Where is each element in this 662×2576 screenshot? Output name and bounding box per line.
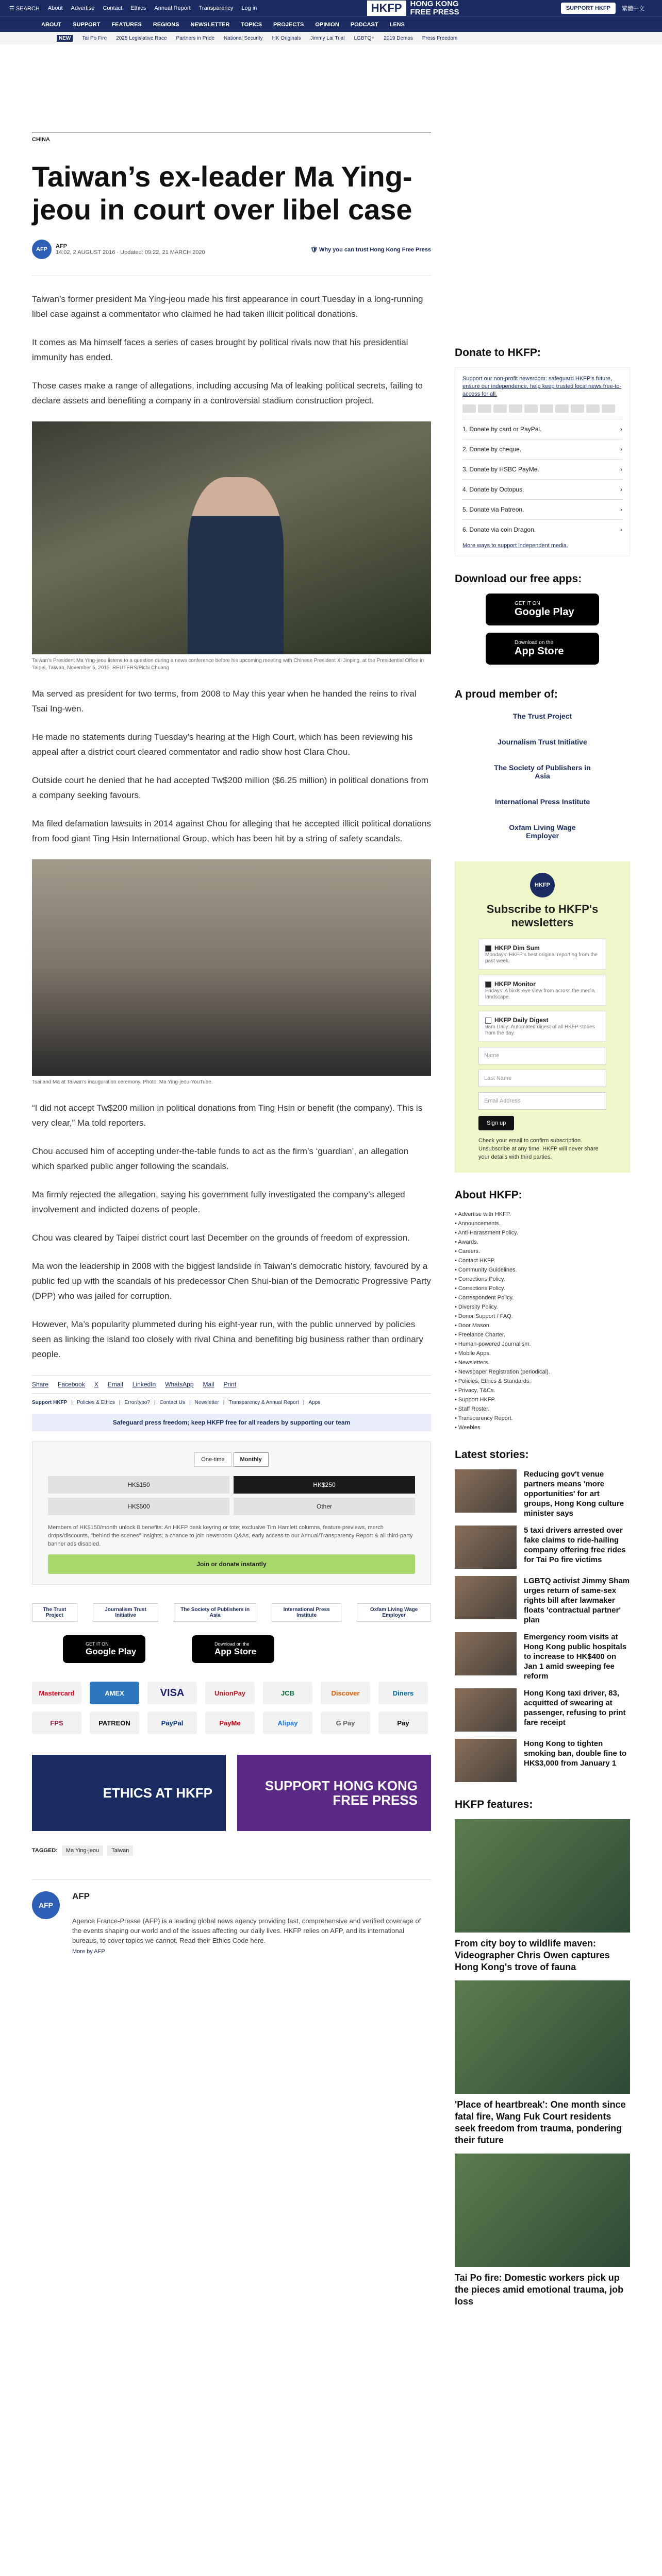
paragraph: However, Ma’s popularity plummeted during his eight-year run, with the public unnerved by policies seen as linking the island too closely with rival China and benefiting big business rather than ordinary people. [32, 1319, 423, 1359]
nav-item-topics[interactable]: TOPICS [241, 21, 262, 28]
trending-link[interactable]: 2025 Legislative Race [116, 35, 167, 41]
hkfp-logo: HKFP [530, 873, 555, 897]
contact-link[interactable]: Contact [103, 5, 123, 11]
footer-link[interactable]: Error/typo? [124, 1400, 150, 1405]
promo-banners [32, 1755, 431, 1831]
app-store-button[interactable]: Download on the App Store [192, 1635, 274, 1663]
trust-project-logo[interactable]: The Trust Project [512, 712, 572, 720]
newsletter-signup [455, 861, 630, 1173]
latest-story[interactable] [455, 1739, 630, 1782]
nav-item-regions[interactable]: REGIONS [153, 21, 179, 28]
newsletter-option-dim-sum[interactable]: HKFP Dim Sum Mondays: HKFP's best original reporting from the past week. [478, 939, 606, 970]
about-link[interactable]: • Human-powered Journalism. [455, 1340, 630, 1349]
about-link[interactable]: • Policies, Ethics & Standards. [455, 1377, 630, 1386]
feature-headline[interactable]: Tai Po fire: Domestic workers pick up the pieces amid emotional trauma, job loss [455, 2273, 624, 2307]
byline [32, 240, 431, 259]
visa-logo: VISA [147, 1682, 197, 1704]
trending-link[interactable]: LGBTQ+ [354, 35, 375, 41]
about-link[interactable]: About [47, 5, 63, 11]
trust-project-logo[interactable]: The Trust Project [32, 1603, 77, 1622]
tag[interactable]: Ma Ying-jeou [62, 1845, 103, 1856]
support-video-banner[interactable]: SUPPORT HONG KONG FREE PRESS [237, 1755, 431, 1831]
last-name-input[interactable]: Last Name [478, 1070, 606, 1087]
trending-link[interactable]: 2019 Demos [384, 35, 413, 41]
feature-image[interactable] [455, 1819, 630, 1933]
author-name[interactable]: AFP [56, 243, 67, 249]
amount-option[interactable]: HK$150 [48, 1476, 229, 1494]
oxfam-logo[interactable]: Oxfam Living Wage Employer [357, 1603, 431, 1622]
story-headline[interactable]: Emergency room visits at Hong Kong public hospitals to increase to HK$400 on Jan 1 amid sweeping fee reform [524, 1633, 627, 1681]
email-input[interactable]: Email Address [478, 1092, 606, 1110]
story-thumbnail[interactable] [455, 1632, 517, 1675]
publish-dates: 14:02, 2 AUGUST 2016 · Updated: 09:22, 21 MARCH 2020 [56, 249, 205, 256]
newsletter-option-monitor[interactable]: HKFP Monitor Fridays: A birds-eye view from across the media landscape. [478, 975, 606, 1006]
about-section [455, 1189, 630, 1432]
logo-mark: HKFP [367, 1, 406, 16]
about-link[interactable]: • Newspaper Registration (periodical). [455, 1367, 630, 1377]
about-link[interactable]: • Diversity Policy. [455, 1302, 630, 1312]
nav-item-podcast[interactable]: PODCAST [350, 21, 378, 28]
about-link[interactable]: • Corrections Policy. [455, 1275, 630, 1284]
share-facebook-button[interactable]: Facebook [58, 1381, 85, 1388]
payme-logo: PayMe [205, 1711, 255, 1734]
fps-logo: FPS [32, 1711, 81, 1734]
print-button[interactable]: Print [223, 1381, 237, 1388]
paragraph: He made no statements during Tuesday’s hearing at the High Court, which has been reviewing his appeal after a district court cleared commentator and radio show host Clara Chou. [32, 732, 413, 757]
story-headline[interactable]: Hong Kong taxi driver, 83, acquitted of swearing at passenger, refusing to print fare receipt [524, 1689, 626, 1727]
patreon-logo: PATREON [90, 1711, 139, 1734]
story-headline[interactable]: Hong Kong to tighten smoking ban, double fine to HK$3,000 from January 1 [524, 1739, 627, 1768]
story-thumbnail[interactable] [455, 1526, 517, 1569]
story-thumbnail[interactable] [455, 1739, 517, 1782]
about-link[interactable]: • Transparency Report. [455, 1414, 630, 1423]
sopa-logo[interactable]: The Society of Publishers in Asia [494, 764, 591, 780]
paragraph: Taiwan’s former president Ma Ying-jeou made his first appearance in court Tuesday in a long-running libel case against a commentator who claimed he had taken illicit political donations. [32, 294, 423, 319]
amount-option-selected[interactable]: HK$250 [234, 1476, 415, 1494]
donate-section [455, 347, 630, 556]
about-link[interactable]: • Advertise with HKFP. [455, 1210, 630, 1219]
about-link[interactable]: • Weebles [455, 1423, 630, 1432]
about-link[interactable]: • Awards. [455, 1238, 630, 1247]
amount-option[interactable]: HK$500 [48, 1498, 229, 1515]
trending-link[interactable]: HK Originals [272, 35, 301, 41]
paragraph: Ma firmly rejected the allegation, saying his government fully investigated the company’s alleged involvement and indicted dozens of people. [32, 1190, 405, 1214]
paragraph: Ma filed defamation lawsuits in 2014 against Chou for alleging that he accepted illicit political donations from food giant Ting Hsin International Group, which has been hit by a string of safety scandals. [32, 819, 431, 843]
feature-headline[interactable]: From city boy to wildlife maven: Videographer Chris Owen captures Hong Kong's trove of fauna [455, 1938, 610, 1973]
nav-item-about[interactable]: ABOUT [41, 21, 62, 28]
article-title: Taiwan’s ex-leader Ma Ying-jeou in court over libel case [32, 160, 412, 226]
about-link[interactable]: • Community Guidelines. [455, 1265, 630, 1275]
checkbox[interactable] [485, 1018, 491, 1024]
tagged-label: TAGGED: [32, 1848, 58, 1854]
about-link[interactable]: • Mobile Apps. [455, 1349, 630, 1358]
tag-list [32, 1845, 431, 1856]
card-icons [462, 404, 622, 413]
donate-option[interactable]: 3. Donate by HSBC PayMe. › [462, 459, 622, 479]
paragraph: “I did not accept Tw$200 million in political donations from Ting Hsin or benefit (the company). This is very clear,” Ma told reporters. [32, 1103, 423, 1128]
article-photo-ma [32, 421, 431, 654]
paragraph: Those cases make a range of allegations, including accusing Ma of leaking political secrets, failing to declare assets and benefiting a company in a controversial stadium construction project. [32, 381, 423, 405]
latest-story[interactable] [455, 1688, 630, 1732]
top-bar [0, 0, 662, 16]
story-headline[interactable]: Reducing gov't venue partners means 'more opportunities' for art groups, Hong Kong culture minister says [524, 1470, 624, 1518]
feature-story[interactable] [455, 1980, 630, 2146]
jcb-logo: JCB [263, 1682, 312, 1704]
main-nav [0, 16, 662, 32]
feature-headline[interactable]: 'Place of heartbreak': One month since fatal fire, Wang Fuk Court residents seek freedom from trauma, pondering their future [455, 2099, 626, 2146]
member-heading: A proud member of: [455, 688, 558, 700]
ethics-link[interactable]: Ethics [130, 5, 146, 11]
donate-option[interactable]: 5. Donate via Patreon. › [462, 499, 622, 519]
language-switch[interactable]: 繁體中文 [622, 6, 644, 12]
about-link[interactable]: • Corrections Policy. [455, 1284, 630, 1293]
nav-item-newsletter[interactable]: NEWSLETTER [190, 21, 230, 28]
author-bio: Agence France-Presse (AFP) is a leading global news agency providing fast, comprehensive and verified coverage of the events shaping our world and of the issues affecting our daily lives. HKFP relies on AFP, and its international bureaus, to cover topics we cannot. Read their Ethics Code here. [72, 1917, 421, 1944]
amount-option-other[interactable]: Other [234, 1498, 415, 1515]
member-section [455, 688, 630, 840]
trending-bar [0, 32, 662, 44]
jti-logo[interactable]: Journalism Trust Initiative [93, 1603, 159, 1622]
about-link[interactable]: • Staff Roster. [455, 1404, 630, 1414]
checkbox[interactable] [485, 945, 491, 952]
tag[interactable]: Taiwan [107, 1845, 133, 1856]
newsletter-fine-print: Check your email to confirm subscription. Unsubscribe at any time. HKFP will never share your details with third parties. [478, 1138, 599, 1161]
photo-caption: Taiwan’s President Ma Ying-jeou listens to a question during a news conference before his upcoming meeting with Chinese President Xi Jinping, at the Presidential Office in Taipei, Taiwan, November 5, 2015. REUTERS/Pichi Chuang [32, 658, 424, 671]
paypal-logo: PayPal [147, 1711, 197, 1734]
nav-item-support[interactable]: SUPPORT [73, 21, 101, 28]
footer-link[interactable]: Contact Us [159, 1400, 186, 1405]
discover-logo: Discover [321, 1682, 370, 1704]
features-section [455, 1799, 630, 2308]
donate-option[interactable]: 4. Donate by Octopus. › [462, 479, 622, 499]
share-mail-button[interactable]: Mail [203, 1381, 214, 1388]
ethics-video-banner[interactable]: ETHICS AT HKFP [32, 1755, 226, 1831]
about-link[interactable]: • Privacy, T&Cs. [455, 1386, 630, 1395]
trending-link[interactable]: Tai Po Fire [82, 35, 107, 41]
more-by-author-link[interactable]: More by AFP [72, 1948, 105, 1955]
tab-one-time[interactable]: One-time [194, 1452, 231, 1467]
app-store-buttons [32, 1635, 431, 1663]
search-link[interactable]: ☰ SEARCH [9, 5, 40, 12]
latest-story[interactable] [455, 1632, 630, 1681]
safeguard-banner[interactable]: Safeguard press freedom; keep HKFP free for all readers by supporting our team [32, 1414, 431, 1431]
checkbox[interactable] [485, 981, 491, 988]
nav-item-opinion[interactable]: OPINION [315, 21, 339, 28]
latest-story[interactable] [455, 1469, 630, 1518]
author-avatar[interactable]: AFP [32, 1891, 60, 1919]
payment-methods [32, 1682, 431, 1734]
category-label[interactable]: CHINA [32, 137, 50, 143]
footer-link[interactable]: Support HKFP [32, 1400, 68, 1405]
footer-link[interactable]: Policies & Ethics [76, 1400, 115, 1405]
share-label: Share [32, 1381, 49, 1388]
app-store-button[interactable]: Download on the App Store [486, 633, 599, 665]
new-badge: NEW [57, 35, 73, 42]
about-link[interactable]: • Freelance Charter. [455, 1330, 630, 1340]
more-ways-link[interactable]: More ways to support independent media. [462, 543, 568, 549]
latest-heading: Latest stories: [455, 1449, 529, 1461]
amex-logo: AMEX [90, 1682, 139, 1704]
diners-logo: Diners [378, 1682, 428, 1704]
applepay-logo: Pay [378, 1711, 428, 1734]
about-link[interactable]: • Contact HKFP. [455, 1256, 630, 1265]
newsletter-option-daily-digest[interactable]: HKFP Daily Digest 9am Daily: Automated digest of all HKFP stories from the day. [478, 1011, 606, 1042]
google-play-button[interactable]: GET IT ON Google Play [486, 594, 599, 625]
ipi-logo[interactable]: International Press Institute [272, 1603, 341, 1622]
signup-button[interactable]: Sign up [478, 1116, 514, 1130]
about-link[interactable]: • Support HKFP. [455, 1395, 630, 1404]
trending-link[interactable]: National Security [224, 35, 263, 41]
about-heading: About HKFP: [455, 1189, 522, 1201]
about-link[interactable]: • Announcements. [455, 1219, 630, 1228]
about-link[interactable]: • Donor Support / FAQ. [455, 1312, 630, 1321]
paragraph: Chou accused him of accepting under-the-table funds to act as the firm’s ‘guardian’, an allegation which sparked public anger following the scandals. [32, 1146, 409, 1171]
about-link[interactable]: • Correspondent Policy. [455, 1293, 630, 1302]
name-input[interactable]: Name [478, 1047, 606, 1064]
logo-text: HONG KONG FREE PRESS [410, 0, 459, 16]
about-link[interactable]: • Anti-Harassment Policy. [455, 1228, 630, 1238]
about-link[interactable]: • Careers. [455, 1247, 630, 1256]
search-label: SEARCH [15, 5, 40, 12]
annual-report-link[interactable]: Annual Report [154, 5, 191, 11]
ipi-logo[interactable]: International Press Institute [494, 798, 590, 806]
oxfam-logo[interactable]: Oxfam Living Wage Employer [509, 823, 576, 840]
paragraph: Ma served as president for two terms, from 2008 to May this year when he handed the reins to rival Tsai Ing-wen. [32, 689, 417, 714]
membership-description: Members of HK$150/month unlock 8 benefits: An HKFP desk keyring or tote; exclusive Tim Hamlett columns, feature previews, merch drops/discounts, "behind the scenes" insights; a chance to join newsroom Q&As, early access to our Annual/Transparency Report & all third-party banner ads disabled. [48, 1524, 413, 1547]
apps-heading: Download our free apps: [455, 573, 582, 585]
photo-caption: Tsai and Ma at Taiwan’s inauguration ceremony. Photo: Ma Ying-jeou-YouTube. [32, 1079, 213, 1085]
paragraph: It comes as Ma himself faces a series of cases brought by political rivals now that his presidential immunity has ended. [32, 337, 408, 362]
article-photo-inauguration [32, 859, 431, 1076]
share-bar [32, 1375, 431, 1394]
paragraph: Outside court he denied that he had accepted Tw$200 million ($6.25 million) in political donations from a company seeking favours. [32, 775, 428, 800]
member-badges [32, 1603, 431, 1622]
author-avatar[interactable]: AFP [32, 240, 52, 259]
footer-link[interactable]: Apps [308, 1400, 321, 1405]
sidebar [455, 151, 630, 2308]
latest-story[interactable] [455, 1576, 630, 1625]
donation-widget [32, 1442, 431, 1585]
google-play-button[interactable]: GET IT ON Google Play [63, 1635, 145, 1663]
donate-option[interactable]: 2. Donate by cheque. › [462, 439, 622, 459]
mastercard-logo: Mastercard [32, 1682, 81, 1704]
latest-story[interactable] [455, 1526, 630, 1569]
trust-link[interactable]: 🛡 Why you can trust Hong Kong Free Press [310, 246, 431, 253]
alipay-logo: Alipay [263, 1711, 312, 1734]
story-headline[interactable]: LGBTQ activist Jimmy Sham urges return of same-sex rights bill after lawmaker floats 'contractual partner' plan [524, 1577, 630, 1625]
newsletter-heading: Subscribe to HKFP's newsletters [486, 903, 599, 929]
about-links [455, 1210, 630, 1432]
donate-note-link[interactable]: Support our non-profit newsroom: safeguard HKFP's future, ensure our independence, help keep trusted local news free-to-access for all. [462, 376, 622, 397]
share-email-button[interactable]: Email [107, 1381, 123, 1388]
paragraph: Ma won the leadership in 2008 with the biggest landslide in Taiwan’s democratic history, favoured by a public fed up with the scandals of his predecessor Chen Shui-bian of the Democratic Progressive Party (DPP) who was jailed for corruption. [32, 1261, 431, 1301]
author-box [32, 1879, 431, 1955]
donate-option[interactable]: 6. Donate via coin Dragon. › [462, 519, 622, 539]
donate-heading: Donate to HKFP: [455, 347, 541, 359]
feature-image[interactable] [455, 1980, 630, 2094]
trending-link[interactable]: Partners in Pride [176, 35, 215, 41]
feature-story[interactable] [455, 2154, 630, 2308]
footer-link[interactable]: Transparency & Annual Report [228, 1400, 299, 1405]
sopa-logo[interactable]: The Society of Publishers in Asia [174, 1603, 256, 1622]
feature-story[interactable] [455, 1819, 630, 1973]
tab-monthly[interactable]: Monthly [234, 1452, 269, 1467]
story-thumbnail[interactable] [455, 1688, 517, 1732]
feature-image[interactable] [455, 2154, 630, 2267]
latest-section [455, 1449, 630, 1782]
article [32, 132, 431, 2308]
author-box-name[interactable]: AFP [72, 1891, 90, 1901]
features-heading: HKFP features: [455, 1799, 533, 1811]
apps-section [455, 573, 630, 665]
paragraph: Chou was cleared by Taipei district court last December on the grounds of freedom of expression. [32, 1233, 410, 1243]
share-linkedin-button[interactable]: LinkedIn [132, 1381, 156, 1388]
article-footer-links: Support HKFP | Policies & Ethics | Error/typo? | Contact Us | Newsletter | Transparency & Annual Report | Apps [32, 1400, 321, 1405]
nav-item-lens[interactable]: LENS [389, 21, 405, 28]
trending-link[interactable]: Jimmy Lai Trial [310, 35, 345, 41]
site-logo[interactable] [367, 0, 459, 16]
donate-option[interactable]: 1. Donate by card or PayPal. › [462, 419, 622, 439]
gpay-logo: G Pay [321, 1711, 370, 1734]
login-link[interactable]: Log in [241, 5, 257, 11]
story-thumbnail[interactable] [455, 1576, 517, 1619]
jti-logo[interactable]: Journalism Trust Initiative [498, 738, 587, 746]
unionpay-logo: UnionPay [205, 1682, 255, 1704]
about-link[interactable]: • Door Mason. [455, 1321, 630, 1330]
story-headline[interactable]: 5 taxi drivers arrested over fake claims to ride-hailing company offering free rides for Tai Po fire victims [524, 1526, 626, 1565]
advertise-link[interactable]: Advertise [71, 5, 95, 11]
footer-link[interactable]: Newsletter [194, 1400, 219, 1405]
story-thumbnail[interactable] [455, 1469, 517, 1513]
about-link[interactable]: • Newsletters. [455, 1358, 630, 1367]
share-x-button[interactable]: X [94, 1381, 98, 1388]
trending-link[interactable]: Press Freedom [422, 35, 458, 41]
nav-item-features[interactable]: FEATURES [111, 21, 142, 28]
transparency-link[interactable]: Transparency [198, 5, 234, 11]
nav-item-projects[interactable]: PROJECTS [273, 21, 304, 28]
support-hkfp-button[interactable]: SUPPORT HKFP [561, 3, 616, 14]
share-whatsapp-button[interactable]: WhatsApp [165, 1381, 194, 1388]
join-donate-button[interactable]: Join or donate instantly [48, 1554, 415, 1574]
